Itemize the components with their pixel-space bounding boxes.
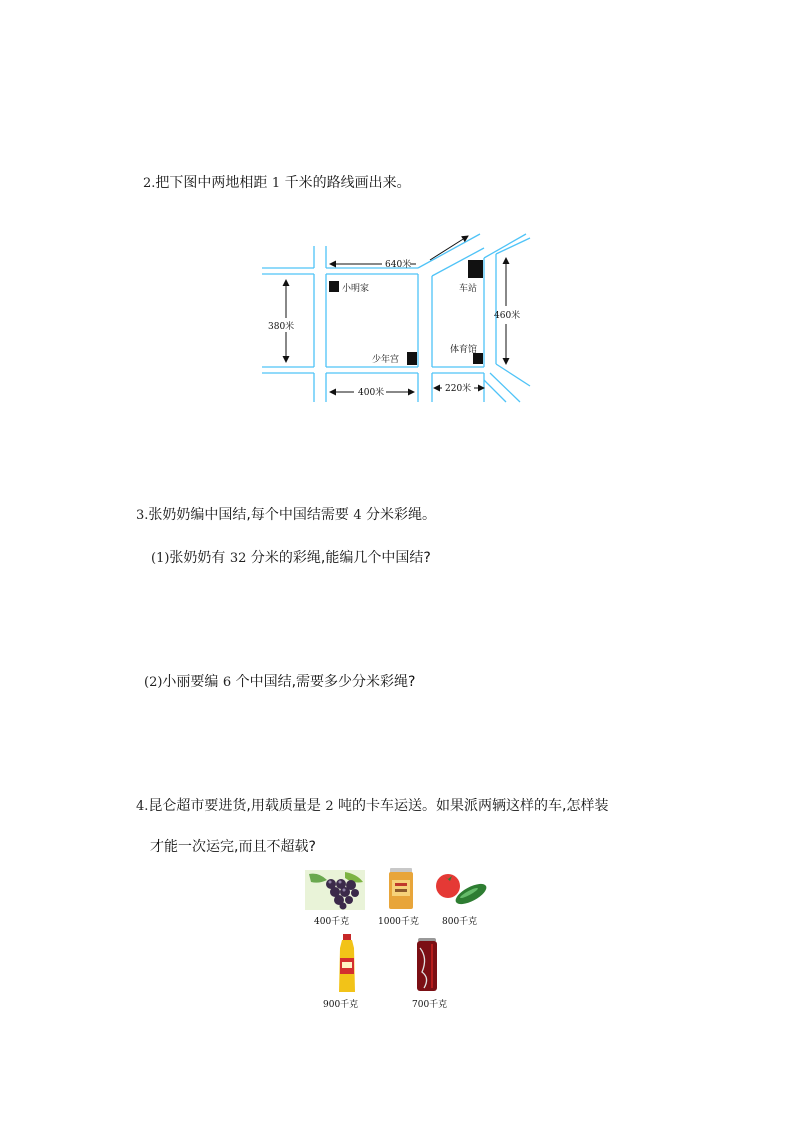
part-text-a: 张奶奶有 xyxy=(169,550,226,566)
rice-bag-icon xyxy=(388,868,414,910)
question-4-line-2: 才能一次运完,而且不超载? xyxy=(150,839,316,855)
weight-drink: 700千克 xyxy=(412,1000,448,1010)
label-home: 小明家 xyxy=(342,284,370,294)
label-station: 车站 xyxy=(459,284,478,294)
per-value: 4 xyxy=(353,508,362,523)
vegetables-icon xyxy=(432,872,488,908)
label-380: 380米 xyxy=(268,322,295,332)
part-number: (1) xyxy=(151,551,170,566)
question-3-part-1 xyxy=(151,547,431,567)
capacity-value: 2 xyxy=(325,799,334,814)
question-4 xyxy=(136,795,609,815)
goods-grapes xyxy=(305,870,365,910)
route-map xyxy=(258,228,538,408)
label-400: 400米 xyxy=(358,388,385,398)
label-460: 460米 xyxy=(494,311,521,321)
goods-oil xyxy=(336,934,358,994)
part-text-b: 分米的彩绳,能编几个中国结? xyxy=(250,550,431,566)
question-text-b: 吨的卡车运送。如果派两辆这样的车,怎样装 xyxy=(338,798,609,814)
part-number: (2) xyxy=(144,675,163,690)
grapes-icon xyxy=(305,870,365,910)
goods-rice xyxy=(388,868,414,910)
oil-bottle-icon xyxy=(336,934,358,994)
weight-grapes: 400千克 xyxy=(314,917,350,927)
goods-vegetables xyxy=(432,872,488,908)
question-3-part-2 xyxy=(144,671,416,691)
question-number: 3. xyxy=(136,508,149,523)
distance-value: 1 xyxy=(271,176,281,191)
question-text-b: 分米彩绳。 xyxy=(366,507,437,523)
weight-vegetables: 800千克 xyxy=(442,917,478,927)
question-number: 2. xyxy=(143,176,156,191)
label-640: 640米 xyxy=(385,260,412,270)
home-marker xyxy=(329,281,339,292)
weight-oil: 900千克 xyxy=(323,1000,359,1010)
goods-drink xyxy=(416,938,438,992)
question-number: 4. xyxy=(136,799,149,814)
label-220: 220米 xyxy=(445,384,472,394)
question-2 xyxy=(143,172,411,192)
label-gym: 体育馆 xyxy=(450,345,478,355)
question-3 xyxy=(136,504,436,524)
part-text-a: 小丽要编 xyxy=(162,674,219,690)
weight-rice: 1000千克 xyxy=(378,917,419,927)
label-palace: 少年宫 xyxy=(372,355,400,365)
part-text-b: 个中国结,需要多少分米彩绳? xyxy=(235,674,416,690)
part-value: 32 xyxy=(229,551,247,566)
question-text-a: 把下图中两地相距 xyxy=(155,175,268,191)
question-text-a: 昆仑超市要进货,用载质量是 xyxy=(148,798,321,814)
palace-marker xyxy=(407,352,417,365)
drink-can-icon xyxy=(416,938,438,992)
question-text-b: 千米的路线画出来。 xyxy=(284,175,411,191)
question-text-a: 张奶奶编中国结,每个中国结需要 xyxy=(148,507,349,523)
part-value: 6 xyxy=(222,675,232,690)
station-marker xyxy=(468,260,483,278)
